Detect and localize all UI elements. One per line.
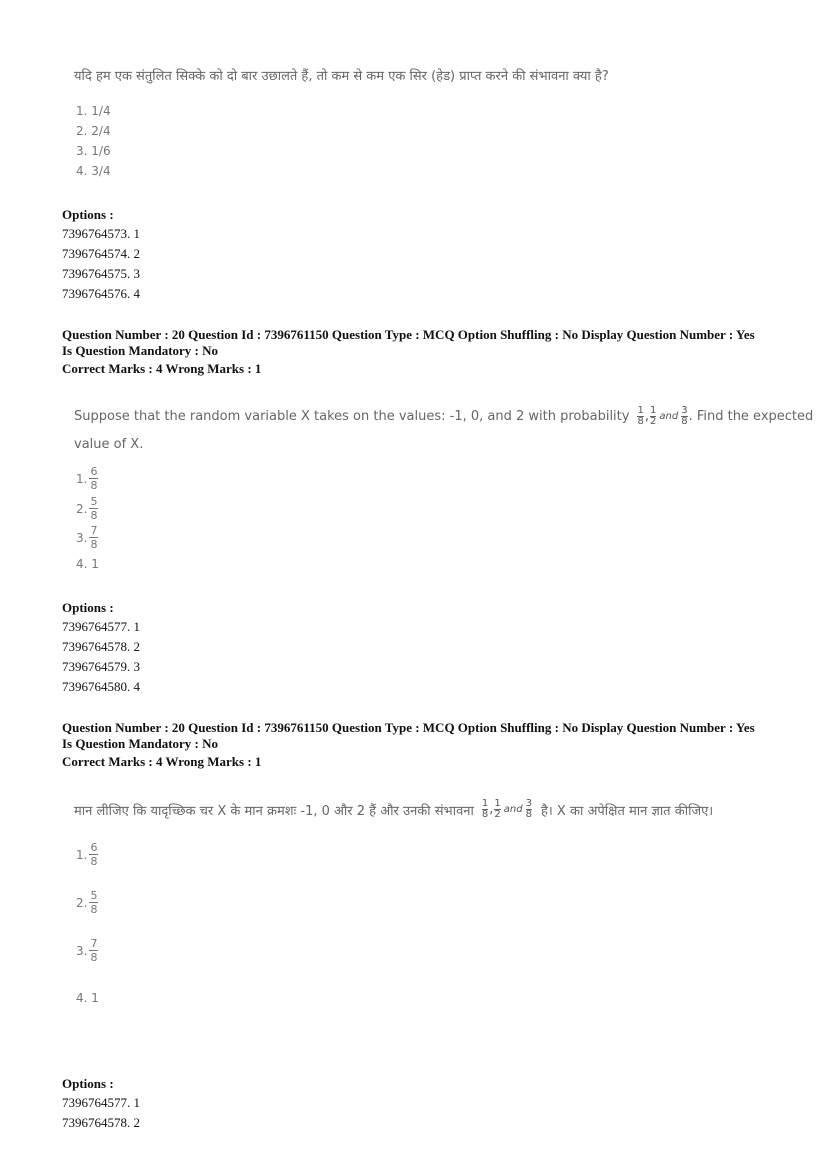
choice-item: 4. 3/4: [76, 164, 111, 178]
option-id: 7396764574. 2: [62, 246, 140, 261]
options-label: Options :: [62, 600, 114, 615]
choice-item: 3. 1/6: [76, 144, 111, 158]
option-id: 7396764577. 1: [62, 619, 140, 634]
question-meta: Correct Marks : 4 Wrong Marks : 1: [62, 361, 262, 376]
question-text-part: मान लीजिए कि यादृच्छिक चर X के मान क्रमशः -1, 0 और 2 हैं और उनकी संभावना: [74, 803, 474, 819]
option-id: 7396764578. 2: [62, 639, 140, 654]
choice-item: 3. $\frac{7}{8}$: [76, 524, 98, 551]
question-meta: Correct Marks : 4 Wrong Marks : 1: [62, 754, 262, 769]
choice-item: 1. 1/4: [76, 104, 111, 118]
options-label: Options :: [62, 207, 114, 222]
option-id: 7396764580. 4: [62, 679, 140, 694]
question-meta: Is Question Mandatory : No: [62, 343, 219, 358]
option-id: 7396764578. 2: [62, 1115, 140, 1130]
question-text-part: है। X का अपेक्षित मान ज्ञात कीजिए।: [540, 803, 714, 819]
option-id: 7396764576. 4: [62, 286, 140, 301]
choice-item: 4. 1: [76, 991, 99, 1005]
choice-item: 3. $\frac{7}{8}$: [76, 937, 98, 964]
question-text: यदि हम एक संतुलित सिक्के को दो बार उछालते हैं, तो कम से कम एक सिर (हेड) प्राप्त करने की संभावना क्या है?: [74, 69, 609, 84]
question-text-line: value of X.: [74, 437, 144, 452]
fraction: $\frac{1}{8}$: [637, 405, 644, 427]
option-id: 7396764575. 3: [62, 266, 140, 281]
option-id: 7396764577. 1: [62, 1095, 140, 1110]
fraction: $\frac{1}{8}$: [481, 798, 489, 820]
question-text: मान लीजिए कि यादृच्छिक चर X के मान क्रमशः -1, 0 और 2 हैं और उनकी संभावना $\frac{1}{8}$ , $\frac{1}{2}$ and $\frac{3}{8}$ है। X का अपेक्षित मान ज्ञात कीजिए।: [74, 798, 714, 820]
choice-item: 4. 1: [76, 557, 99, 571]
choice-item: 2. $\frac{5}{8}$: [76, 495, 98, 522]
question-text-part: . Find the expected: [688, 409, 814, 424]
option-id: 7396764579. 3: [62, 659, 140, 674]
question-text-part: Suppose that the random variable X takes on the values: -1, 0, and 2 with probability: [74, 409, 630, 424]
choice-item: 1. $\frac{6}{8}$: [76, 465, 98, 492]
fraction: $\frac{3}{8}$: [681, 405, 688, 427]
choice-item: 2. $\frac{5}{8}$: [76, 889, 98, 916]
choice-item: 1. $\frac{6}{8}$: [76, 841, 98, 868]
question-text: Suppose that the random variable X takes on the values: -1, 0, and 2 with probability $\frac{1}{8}$ , $\frac{1}{2}$ and $\frac{3}{8}$ . Find the expected: [74, 405, 814, 427]
fraction: $\frac{1}{2}$: [649, 405, 657, 427]
question-meta: Question Number : 20 Question Id : 7396761150 Question Type : MCQ Option Shuffling : No Display Question Number : Yes: [62, 720, 755, 735]
choice-item: 2. 2/4: [76, 124, 111, 138]
options-label: Options :: [62, 1076, 114, 1091]
question-meta: Is Question Mandatory : No: [62, 736, 219, 751]
fraction: $\frac{3}{8}$: [525, 798, 532, 820]
option-id: 7396764573. 1: [62, 226, 140, 241]
question-meta: Question Number : 20 Question Id : 7396761150 Question Type : MCQ Option Shuffling : No Display Question Number : Yes: [62, 327, 755, 342]
fraction: $\frac{1}{2}$: [494, 798, 501, 820]
